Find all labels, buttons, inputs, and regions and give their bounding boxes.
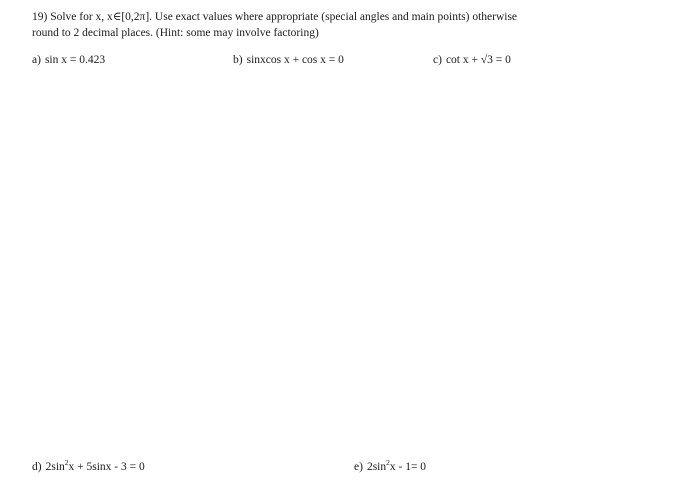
exponent: 2	[386, 458, 390, 468]
problem-equation: cot x + √3 = 0	[445, 54, 511, 66]
equation-pre: 2sin	[366, 461, 387, 473]
equation-pre: 2sin	[45, 461, 65, 473]
problem-label: a)	[32, 54, 41, 66]
problem-e	[354, 460, 426, 474]
problem-b	[233, 53, 344, 67]
problem-label: b)	[233, 54, 243, 66]
question-instructions	[32, 9, 652, 41]
problem-label: e)	[354, 461, 363, 473]
equation-post: x + 5sinx - 3 = 0	[68, 461, 145, 473]
problem-a	[32, 53, 105, 67]
equation-post: x - 1= 0	[389, 461, 427, 473]
problem-label: d)	[32, 461, 42, 473]
instructions-line-2: round to 2 decimal places. (Hint: some may involve factoring)	[32, 27, 319, 39]
problem-c	[433, 53, 511, 67]
exponent: 2	[64, 458, 69, 468]
problem-d	[32, 460, 145, 474]
problem-equation: sinxcos x + cos x = 0	[246, 54, 344, 66]
instructions-line-1: 19) Solve for x, x∈[0,2π]. Use exact values where appropriate (special angles and main points) otherwise	[32, 11, 518, 23]
problem-label: c)	[433, 54, 442, 66]
problem-equation: sin x = 0.423	[44, 54, 106, 66]
